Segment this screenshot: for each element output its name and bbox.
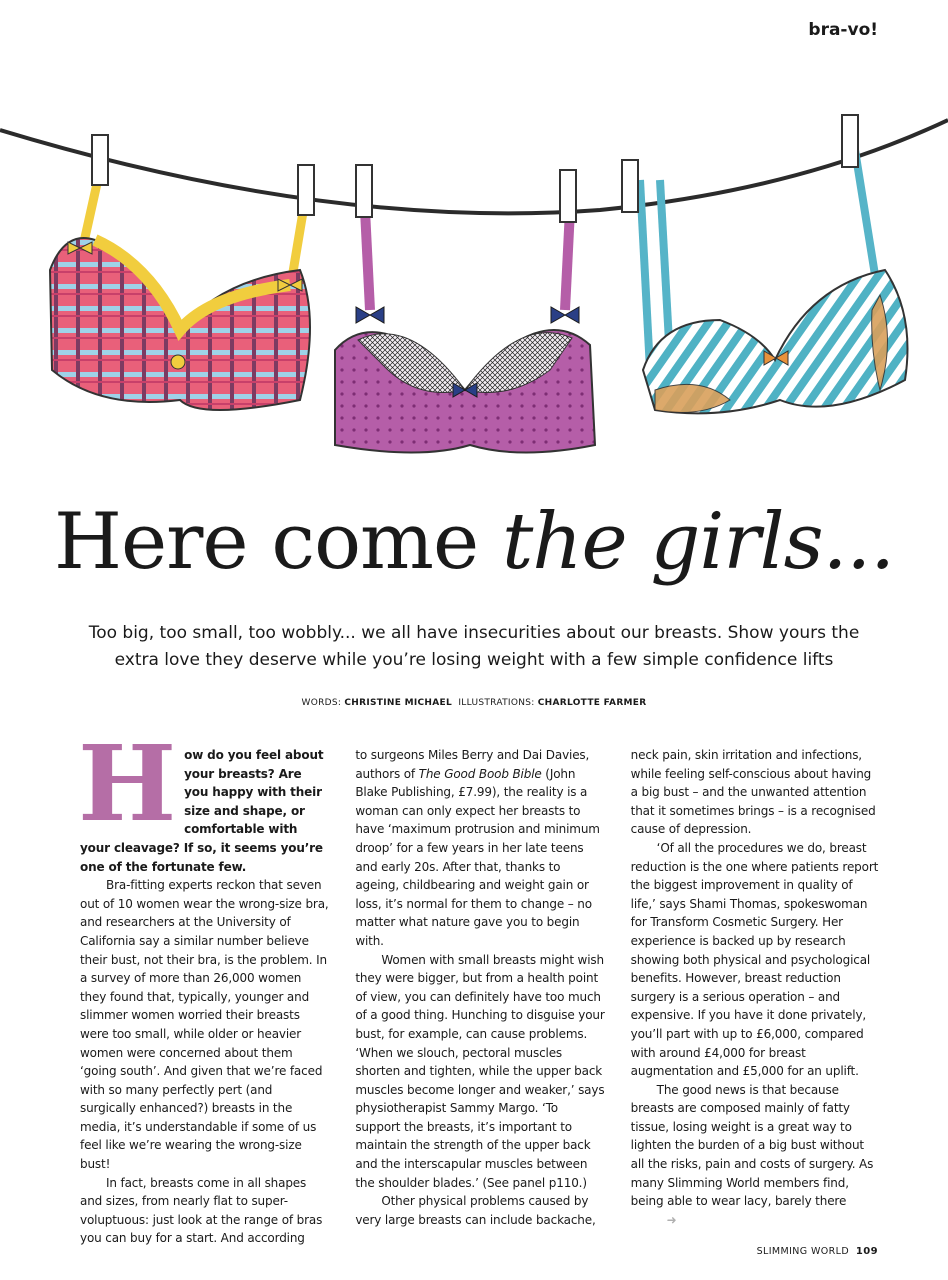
text-run: The good news is that because breasts are composed mainly of fatty tissue, losing weight is a great way to lighten the burden of a big bust without all the risks, pain and costs of surgery. As many Slimming World members find, being able to wear lacy, barely there xyxy=(630,1082,874,1209)
washing-line xyxy=(0,120,948,213)
bras-on-washing-line-illustration xyxy=(0,100,948,480)
intro-text: ow do you feel about your breasts? Are you happy with their size and shape, or comfortable with your cleavage? If so, it seems you’re one of the fortunate few. xyxy=(80,748,324,874)
credits xyxy=(0,698,948,708)
words-label: WORDS: xyxy=(301,698,342,708)
page-footer xyxy=(757,1246,878,1257)
words-name: CHRISTINE MICHAEL xyxy=(344,698,452,708)
standfirst: Too big, too small, too wobbly... we all have insecurities about our breasts. Show yours the extra love they deserve while you’re losing weight with a few simple confidence lifts xyxy=(88,623,860,670)
clothes-peg xyxy=(298,165,314,215)
intro-paragraph xyxy=(78,722,329,876)
magazine-name: SLIMMING WORLD xyxy=(756,1246,850,1257)
headline-main: Here come xyxy=(53,497,502,587)
illustrations-name: CHARLOTTE FARMER xyxy=(537,698,647,708)
illustrations-label: ILLUSTRATIONS: xyxy=(458,698,535,708)
book-title: The Good Boob Bible xyxy=(418,766,542,781)
striped-bra xyxy=(622,115,908,413)
clothes-peg xyxy=(560,170,576,222)
text-run: to surgeons Miles Berry and Dai Davies, authors of xyxy=(355,748,590,781)
article-paragraph: Bra-fitting experts reckon that seven out of 10 women wear the wrong-size bra, and researchers at the University of California say a similar number believe their bust, not their bra, is the problem. In a survey of more than 26,000 women they found that, typically, younger and slimmer women worried their breasts were too small, while older or heavier women were concerned about them ‘going south’. And given that we’re faced with so many perfectly pert (and surgically enhanced?) breasts in the media, it’s understandable if some of us feel like we’re wearing the wrong-size bust! xyxy=(80,878,329,1172)
section-tag: bra-vo! xyxy=(808,20,878,40)
article-column-1 xyxy=(78,722,329,1246)
clothes-peg xyxy=(92,135,108,185)
article-column-3 xyxy=(630,746,880,1227)
article-column-2 xyxy=(355,746,605,1227)
page-number: 109 xyxy=(855,1246,878,1257)
article-paragraph: neck pain, skin irritation and infections, while feeling self-conscious about having a big bust – and the unwanted attention that it sometimes brings – is a recognised cause of depression. xyxy=(630,748,876,837)
continue-arrow-icon: ➜ xyxy=(666,1212,677,1227)
clothes-peg xyxy=(842,115,858,167)
article-body xyxy=(78,722,880,1246)
article-paragraph: Women with small breasts might wish they were bigger, but from a health point of view, you can definitely have too much of a good thing. Hunching to disguise your bust, for example, can cause problems. ‘When we slouch, pectoral muscles shorten and tighten, while the upper back muscles become longer and weaker,’ says physiotherapist Sammy Margo. ‘To support the breasts, it’s important to maintain the strength of the upper back and the interscapular muscles between the shoulder blades.’ (See panel p110.) xyxy=(355,952,605,1190)
headline-italic: the girls... xyxy=(501,497,895,587)
article-paragraph: ‘Of all the procedures we do, breast reduction is the one where patients report the biggest improvement in quality of life,’ says Shami Thomas, spokeswoman for Transform Cosmetic Surgery. Her experience is backed up by research showing both physical and psychological benefits. However, breast reduction surgery is a serious operation – and expensive. If you have it done privately, you’ll part with up to £6,000, compared with around £4,000 for breast augmentation and £5,000 for an uplift. xyxy=(630,840,879,1079)
clothes-peg xyxy=(622,160,638,212)
article-paragraph: In fact, breasts come in all shapes and sizes, from nearly flat to super-voluptuous: just look at the range of bras you can buy for a start. And according xyxy=(80,1175,323,1246)
headline xyxy=(0,497,948,587)
article-paragraph xyxy=(631,1081,880,1230)
article-paragraph: Other physical problems caused by very large breasts can include backache, xyxy=(355,1194,596,1227)
clothes-peg xyxy=(356,165,372,217)
text-run: (John Blake Publishing, £7.99), the reality is a woman can only expect her breasts to have ‘maximum protrusion and minimum droop’ for a few years in her late teens and early 20s. After that, thanks to ageing, childbearing and weight gain or loss, it’s normal for them to change – no matter what nature gave you to begin with. xyxy=(355,766,600,948)
article-paragraph xyxy=(355,746,604,951)
dropcap: H xyxy=(78,722,177,845)
